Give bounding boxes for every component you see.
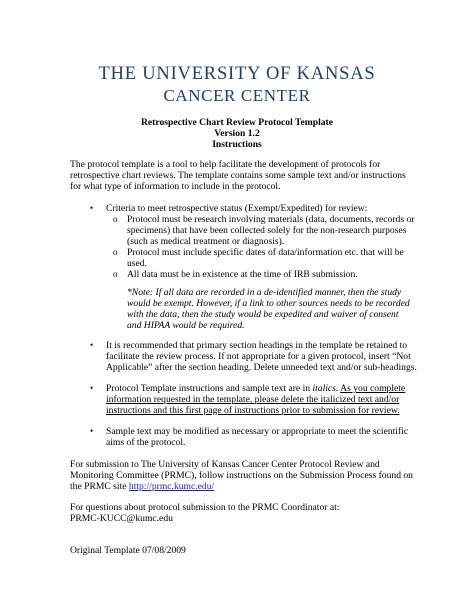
bullet3-line-3: instructions and this first page of instructions prior to submission for review. (106, 405, 400, 416)
bullet3-mid: . (335, 383, 341, 394)
bullet2-line-2: facilitate the review process. If not appropriate for a given protocol, insert “Not (106, 351, 411, 362)
submission-line-3 (70, 481, 214, 492)
questions-email: PRMC-KUCC@kumc.edu (70, 513, 173, 524)
note-line-4: and HIPAA would be required. (127, 320, 245, 331)
sub-bullet-icon: o (113, 269, 118, 279)
bullet-icon: • (90, 426, 94, 436)
bullet4-line-1: Sample text may be modified as necessary or appropriate to meet the scientific (106, 426, 409, 437)
note-line-2: would be exempt. However, if a link to other sources needs to be recorded (127, 298, 410, 309)
submission-prefix: the PRMC site (70, 481, 129, 492)
sub3-line-1: All data must be in existence at the time of IRB submission. (127, 269, 358, 280)
bullet3-italic: italics (312, 383, 336, 394)
bullet3-prefix: Protocol Template instructions and sample text are in (106, 383, 313, 394)
intro-line-2: retrospective chart reviews. The template contains some sample text and/or instructions (70, 170, 406, 181)
bullet1-label: Criteria to meet retrospective status (Exempt/Expedited) for review: (106, 203, 368, 214)
bullet-icon: • (90, 203, 94, 213)
bullet3-line-1 (106, 383, 405, 394)
sub1-line-2: specimens) that have been collected solely for the non-research purposes (127, 225, 407, 236)
sub-bullet-icon: o (113, 214, 118, 224)
note-line-1: *Note: If all data are recorded in a de-identified manner, then the study (127, 287, 402, 298)
bullet4-line-2: aims of the protocol. (106, 437, 186, 448)
bullet3-underline: As you complete (340, 383, 406, 394)
original-template-date: Original Template 07/08/2009 (70, 545, 186, 556)
sub-bullet-icon: o (113, 247, 118, 257)
bullet-icon: • (90, 383, 94, 393)
document-version: Version 1.2 (214, 128, 260, 139)
submission-line-1: For submission to The University of Kansas Cancer Center Protocol Review and (70, 459, 380, 470)
bullet2-line-1: It is recommended that primary section headings in the template be retained to (106, 340, 408, 351)
sub1-line-3: (such as medical treatment or diagnosis). (127, 236, 285, 247)
prmc-site-link[interactable]: http://prmc.kumc.edu/ (128, 481, 215, 492)
document-title: Retrospective Chart Review Protocol Template (140, 117, 333, 128)
questions-line-1: For questions about protocol submission to the PRMC Coordinator at: (70, 502, 340, 513)
note-line-3: with the data, then the study would be expedited and waiver of consent (127, 309, 399, 320)
document-subtitle: Instructions (212, 139, 262, 150)
sub2-line-1: Protocol must include specific dates of data/information etc. that will be (127, 247, 404, 258)
bullet-icon: • (90, 340, 94, 350)
sub1-line-1: Protocol must be research involving materials (data, documents, records or (127, 214, 415, 225)
bullet3-line-2: information requested in the template, please delete the italicized text and/or (106, 394, 400, 405)
intro-line-1: The protocol template is a tool to help facilitate the development of protocols for (70, 159, 381, 170)
logo-line-2: CANCER CENTER (163, 86, 311, 105)
bullet2-line-3: Applicable” after the section heading. Delete unneeded text and/or sub-headings. (106, 362, 417, 373)
sub2-line-2: used. (127, 258, 147, 269)
logo-line-1: THE UNIVERSITY OF KANSAS (98, 64, 376, 84)
submission-line-2: Monitoring Committee (PRMC), follow instructions on the Submission Process found on (70, 470, 413, 481)
intro-line-3: for what type of information to include in the protocol. (70, 181, 281, 192)
